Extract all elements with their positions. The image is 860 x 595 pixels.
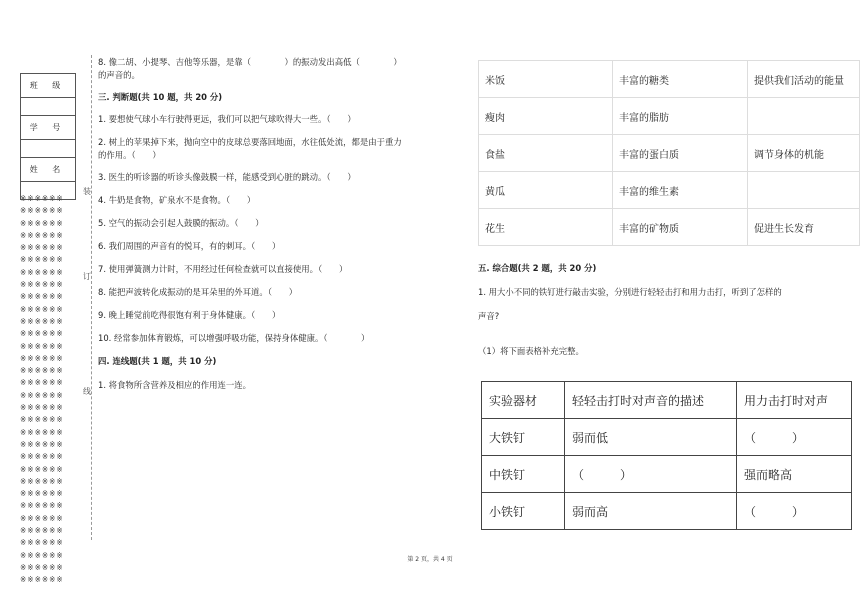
tf-item-6: 6. 我们周围的声音有的悦耳，有的刺耳。（ ） — [98, 241, 281, 251]
food-cell: 花生 — [479, 209, 613, 246]
table-cell: 强而略高 — [737, 456, 852, 493]
food-matching-table — [478, 60, 860, 246]
function-cell: 促进生长发育 — [747, 209, 859, 246]
function-cell: 提供我们活动的能量 — [747, 61, 859, 98]
tf-item-3: 3. 医生的听诊器的听诊头像鼓膜一样，能感受到心脏的跳动。（ ） — [98, 172, 356, 182]
q8-line1: 8. 像二胡、小提琴、吉他等乐器，是靠（ ）的振动发出高低（ ） — [98, 57, 402, 67]
binding-char-ding: 订 — [83, 272, 91, 281]
table-row — [479, 209, 860, 246]
function-cell: 调节身体的机能 — [747, 135, 859, 172]
section4-heading: 四. 连线题(共 1 题，共 10 分) — [98, 356, 217, 366]
table-cell: 大铁钉 — [482, 419, 565, 456]
header-cell: 轻轻击打时对声音的描述 — [565, 382, 737, 419]
section3-heading: 三. 判断题(共 10 题，共 20 分) — [98, 92, 223, 102]
id-blank — [21, 140, 76, 158]
food-cell: 米饭 — [479, 61, 613, 98]
table-row — [479, 135, 860, 172]
header-cell: 用力击打时对声 — [737, 382, 852, 419]
table-cell: 中铁钉 — [482, 456, 565, 493]
table-row — [482, 493, 852, 530]
table-cell: （ ） — [565, 456, 737, 493]
class-blank — [21, 98, 76, 116]
tf-item-8: 8. 能把声波转化成振动的是耳朵里的外耳道。（ ） — [98, 287, 298, 297]
table-row — [479, 98, 860, 135]
table-cell: 小铁钉 — [482, 493, 565, 530]
sound-experiment-table — [481, 381, 852, 530]
matching-question: 1. 将食物所含营养及相应的作用连一连。 — [98, 380, 252, 390]
tf-item-2b: 的作用。（ ） — [98, 150, 161, 160]
food-cell: 黄瓜 — [479, 172, 613, 209]
table-cell: 弱而高 — [565, 493, 737, 530]
section5-heading: 五. 综合题(共 2 题，共 20 分) — [478, 263, 597, 273]
table-row — [482, 456, 852, 493]
header-cell: 实验器材 — [482, 382, 565, 419]
comp-q1-line1: 1. 用大小不同的铁钉进行敲击实验，分别进行轻轻击打和用力击打，听到了怎样的 — [478, 287, 782, 297]
food-cell: 瘦肉 — [479, 98, 613, 135]
table-row — [482, 419, 852, 456]
binding-char-xian: 线 — [83, 387, 91, 396]
student-info-table — [20, 73, 76, 200]
food-cell: 食盐 — [479, 135, 613, 172]
q8-line2: 的声音的。 — [98, 70, 140, 80]
nutrient-cell: 丰富的蛋白质 — [613, 135, 748, 172]
comp-sub1: （1）将下面表格补充完整。 — [478, 346, 584, 356]
comp-q1-line2: 声音? — [478, 311, 500, 321]
tf-item-2a: 2. 树上的苹果掉下来，抛向空中的皮球总要落回地面，水往低处流，都是由于重力 — [98, 137, 402, 147]
tf-item-7: 7. 使用弹簧测力计时，不用经过任何检查就可以直接使用。（ ） — [98, 264, 348, 274]
function-cell — [747, 98, 859, 135]
nutrient-cell: 丰富的矿物质 — [613, 209, 748, 246]
tf-item-4: 4. 牛奶是食物，矿泉水不是食物。（ ） — [98, 195, 256, 205]
nutrient-cell: 丰富的脂肪 — [613, 98, 748, 135]
nutrient-cell: 丰富的维生素 — [613, 172, 748, 209]
table-cell: （ ） — [737, 419, 852, 456]
binding-char-zhuang: 装 — [83, 187, 91, 196]
table-row — [482, 382, 852, 419]
function-cell — [747, 172, 859, 209]
table-cell: 弱而低 — [565, 419, 737, 456]
tf-item-10: 10. 经常参加体育锻炼，可以增强呼吸功能，保持身体健康。（ ） — [98, 333, 370, 343]
nutrient-cell: 丰富的糖类 — [613, 61, 748, 98]
name-label: 姓 名 — [21, 158, 76, 182]
class-label: 班 级 — [21, 74, 76, 98]
table-cell: （ ） — [737, 493, 852, 530]
id-label: 学 号 — [21, 116, 76, 140]
tf-item-9: 9. 晚上睡觉前吃得很饱有利于身体健康。（ ） — [98, 310, 281, 320]
page-number: 第 2 页，共 4 页 — [407, 556, 453, 563]
binding-pattern: ※※※※※※ ※※※※※※ ※※※※※※ ※※※※※※ ※※※※※※ ※※※※※※ ※※※※※※ ※※※※※※ ※※※※※※ ※※※※※※ ※※※※※※ ※※※※※※ ※※※※※※ ※※※※※※ ※※※※※※ ※※※※※※ ※※※※※※ ※※※※※※ ※※※※※※ ※※※※※※ ※※※※※※ ※※※※※※ ※※※※※※ ※※※※※※ ※※※※※※ ※※※※※※ ※※※※※※ ※※※※※※ ※※※※※※ ※※※※※※ ※※※※※※ ※※※※※※ — [20, 194, 64, 585]
tf-item-1: 1. 要想使气球小车行驶得更远，我们可以把气球吹得大一些。（ ） — [98, 114, 356, 124]
table-row — [479, 172, 860, 209]
tf-item-5: 5. 空气的振动会引起人鼓膜的振动。（ ） — [98, 218, 264, 228]
table-row — [479, 61, 860, 98]
binding-line — [91, 55, 92, 540]
